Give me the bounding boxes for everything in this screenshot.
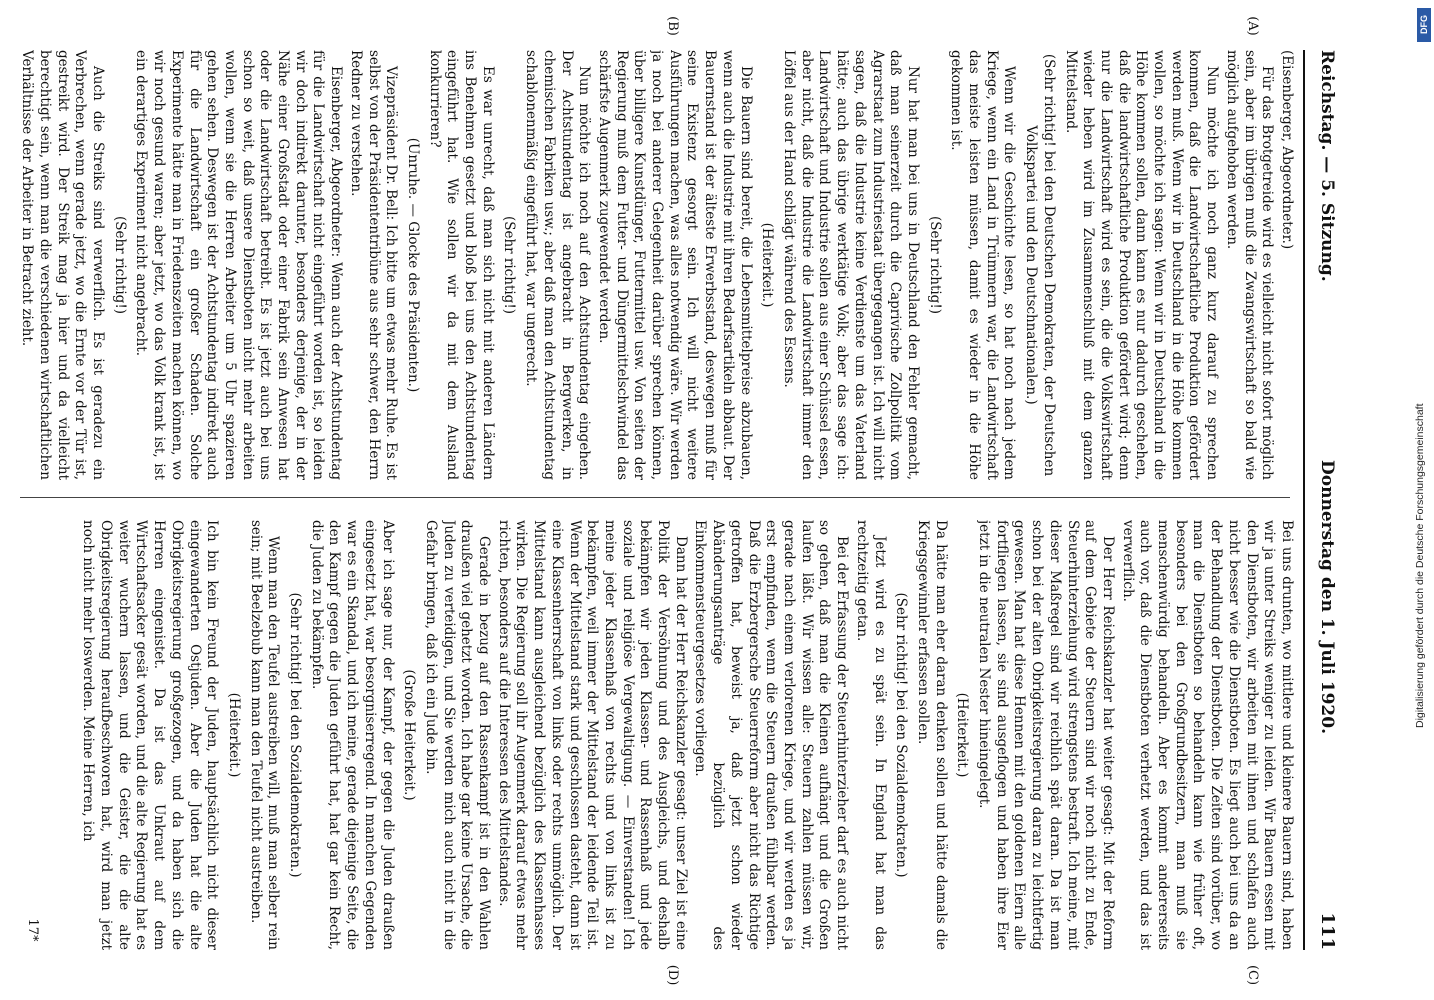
text-column-left	[15, 50, 1295, 480]
paragraph: Eisenberger, Abgeordneter: Wenn auch der Achtstundentag für die Landwirtschaft nicht eingeführt worden ist, so leiden wir doch indirekt darunter, besonders derjenige, der in der Nähe einer Großstadt oder einer Fabrik sein Anwesen hat oder die Landwirtschaft betreibt. Es ist jetzt auch bei uns schon so weit, daß unsere Dienstboten nicht mehr arbeiten wollen, wenn sie die Herren Arbeiter um 5 Uhr spazieren gehen sehen. Deswegen ist der Achtstundentag indirekt auch für die Landwirtschaft ein großer Schaden. Solche Experimente hätte man in Friedenszeiten machen können, wo wir noch gesund waren; aber jetzt, wo das Volk krank ist, ist ein derartiges Experiment nicht angebracht.	[133, 50, 345, 480]
paragraph: Wenn wir die Geschichte lesen, so hat noch nach jedem Kriege, wenn ein Land in Trümmern war, die Landwirtschaft das meiste leisten müssen, damit es wieder in die Höhe gekommen ist.	[948, 50, 1018, 480]
paragraph: Wenn man den Teufel austreiben will, muß man selber rein sein; mit Beelzebub kann man den Teufel nicht austreiben.	[247, 520, 282, 950]
header-center: Donnerstag den 1. Juli 1920.	[1317, 460, 1338, 734]
page-number: 111	[1317, 912, 1338, 950]
paragraph: (Eisenberger, Abgeordneter.)	[1279, 50, 1295, 250]
margin-letter-b: (B)	[665, 16, 680, 36]
paragraph: (Sehr richtig!)	[111, 215, 128, 315]
paragraph: Auch die Streiks sind verwerflich. Es ist geradezu ein Verbrechen, wenn gerade jetzt, wo die Ernte vor der Tür ist, gestreikt wird. Der Streik mag ja hier und da vielleicht berechtigt sein, wenn man die verschiedenen wirtschaftlichen Verhältnisse der Arbeiter in Betracht zieht.	[19, 50, 106, 480]
paragraph: Der Herr Reichskanzler hat weiter gesagt: Mit der Reform auf dem Gebiete der Steuern sind wir noch nicht zu Ende, Steuerhinterziehung wird strengstens bestraft. Ich meine, mit dieser Maßregel sind wir reichlich spät daran. Da ist man schon bei der alten Obrigkeitsregierung daran zu leichtfertig gewesen. Man hat diese Hennen mit den goldenen Eiern alle fortfliegen lassen, sie sind ausgeflogen und haben ihre Eier jetzt in die neutralen Nester hineingelegt.	[976, 520, 1116, 950]
paragraph: Aber ich sage nur, der Kampf, der gegen die Juden draußen eingesetzt hat, war besorgniserregend. In manchen Gegenden war es ein Skandal, und ich meine, gerade diejenige Seite, die den Kampf gegen die Juden geführt hat, hat gar kein Recht, die Juden zu bekämpfen.	[308, 520, 396, 950]
paragraph: Es war unrecht, daß man sich nicht mit anderen Ländern ins Benehmen gesetzt und bloß bei uns den Achtstundentag eingeführt hat. Wie sollen wir da mit dem Ausland konkurrieren?	[426, 50, 496, 480]
paragraph: (Große Heiterkeit.)	[401, 669, 418, 801]
paragraph: Nun möchte ich noch auf den Achtstundentag eingehen. Der Achtstundentag ist angebracht in Bergwerken, in chemischen Fabriken usw.; aber daß man den Achtstundentag schablonenmäßig eingeführt hat, war ungerecht.	[523, 50, 593, 480]
paragraph: (Sehr richtig!)	[501, 215, 518, 315]
paragraph: (Heiterkeit.)	[759, 222, 776, 308]
dfg-logo: DFG	[1417, 8, 1431, 42]
paragraph: Gerade in bezug auf den Rassenkampf ist in den Wahlen draußen viel gehetzt worden. Ich habe gar keine Ursache, die Juden zu verteidigen, und Sie werden mich auch nicht in die Gefahr bringen, daß ich ein Jude bin.	[422, 520, 493, 950]
paragraph: (Unruhe. — Glocke des Präsidenten.)	[404, 137, 421, 393]
margin-letter-d: (D)	[665, 964, 680, 986]
paragraph: Ich bin kein Freund der Juden, hauptsächlich nicht dieser eingewanderten Ostjuden. Aber die Juden hat die alte Obrigkeitsregierung großgezogen, und da haben sich die Herren eingenistet. Da ist das Unkraut auf dem Wirtschaftsacker gesät worden, und die alte Regierung hat es weiter wuchern lassen, und die Geister, die die alte Obrigkeitsregierung heraufbeschworen hat, wird man jetzt noch nicht mehr loswerden. Meine Herren, ich	[80, 520, 221, 950]
digitization-note: Digitalisierung gefördert durch die Deutsche Forschungsgemeinschaft	[1414, 403, 1426, 728]
paragraph: (Sehr richtig!)	[926, 215, 943, 315]
paragraph: (Heiterkeit.)	[954, 692, 971, 778]
column-divider	[20, 497, 1290, 498]
paragraph: Für das Brotgetreide wird es vielleicht nicht sofort möglich sein, aber im übrigen muß die Zwangswirtschaft so bald wie möglich aufgehoben werden.	[1223, 50, 1276, 480]
text-column-right	[15, 520, 1295, 950]
signature-mark: 17*	[25, 918, 40, 942]
paragraph: Vizepräsident Dr. Bell: Ich bitte um etwas mehr Ruhe. Es ist selbst von der Präsidententribüne aus sehr schwer, den Herrn Redner zu verstehen.	[347, 50, 400, 480]
paragraph: Bei der Erfassung der Steuerhinterzieher darf es auch nicht so gehen, daß man die Kleinen aufhängt und die Großen laufen läßt. Wir wissen alle: Steuern zahlen müssen wir, gerade nach einem verlorenen Kriege, und wir werden es ja erst empfinden, wenn die Steuern draußen fühlbar werden. Daß die Erzbergersche Steuerreform aber nicht das Richtige getroffen hat, beweist ja, daß jetzt schon wieder Abänderungsanträge bezüglich des Einkommensteuergesetzes vorliegen.	[692, 520, 851, 950]
header-left: Reichstag. — 5. Sitzung.	[1317, 50, 1338, 282]
paragraph: Die Bauern sind bereit, die Lebensmittelpreise abzubauen, wenn auch die Industrie mit ihren Bedarfsartikeln abbaut. Der Bauernstand ist der älteste Erwerbsstand, deswegen muß für seine Existenz gesorgt sein. Ich will nicht weitere Ausführungen machen, was alles notwendig wäre. Wir werden ja noch bei anderer Gelegenheit darüber sprechen können, über billigere Kunstdünger, Futtermittel usw. Von seiten der Regierung muß dem Futter- und Düngermittelschwindel das schärfste Augenmerk zugewendet werden.	[595, 50, 754, 480]
margin-letter-a: (A)	[1245, 16, 1260, 36]
paragraph: Dann hat der Herr Reichskanzler gesagt: unser Ziel ist eine Politik der Versöhnung und des Ausgleichs, und deshalb bekämpfen wir jeden Klassen- und Rassenhaß und jede soziale und religiöse Vergewaltigung. — Einverstanden! Ich meine jeder Klassenhaß von rechts und von links ist zu bekämpfen, weil immer der Mittelstand der leidende Teil ist. Wenn der Mittelstand stark und geschlossen dasteht, dann ist eine Klassenherrschaft von links oder rechts unmöglich. Der Mittelstand kann ausgleichend bezüglich des Klassenhasses wirken. Die Regierung soll ihr Augenmerk darauf etwas mehr richten, besonders auf die Interessen des Mittelstandes.	[495, 520, 689, 950]
paragraph: (Heiterkeit.)	[225, 692, 242, 778]
paragraph: (Sehr richtig! bei den Deutschen Demokraten, der Deutschen Volkspartei und den Deutschnationalen.)	[1023, 53, 1057, 477]
paragraph: Da hätte man eher daran denken sollen und hätte damals die Kriegsgewinnler erfassen sollen.	[914, 520, 949, 950]
paragraph: (Sehr richtig! bei den Sozialdemokraten.)	[287, 592, 304, 878]
page-header	[1303, 50, 1350, 950]
paragraph: Bei uns drunten, wo mittlere und kleinere Bauern sind, haben wir ja unter Streiks weniger zu leiden. Wir Bauern essen mit den Dienstboten, wir arbeiten mit ihnen und schlafen auch nicht besser wie die Dienstboten. Es liegt auch bei uns da an der Behandlung der Dienstboten. Die Zeiten sind vorüber, wo man die Dienstboten so behandeln kann wie früher oft, besonders bei den Großgrundbesitzern, man muß sie menschenwürdig behandeln. Aber es kommt andererseits auch vor, daß die Dienstboten verhetzt werden, und das ist verwerflich.	[1119, 520, 1295, 950]
paragraph: Jetzt wird es zu spät sein. In England hat man das rechtzeitig getan.	[853, 520, 888, 950]
paragraph: Nun möchte ich noch ganz kurz darauf zu sprechen kommen, daß die Landwirtschaftliche Produktion gefördert werden muß. Wenn wir in Deutschland in die Höhe kommen wollen, so möchte ich sagen: Wenn wir in Deutschland in die Höhe kommen sollen, dann kann es nur dadurch geschehen, daß die landwirtschaftliche Produktion gefördert wird; denn nur die Landwirtschaft wird es sein, die die Volkswirtschaft wieder heben wird im Zusammenschluß mit dem ganzen Mittelstand.	[1062, 50, 1221, 480]
paragraph: Nur hat man bei uns in Deutschland den Fehler gemacht, daß man seinerzeit durch die Caprivische Zollpolitik vom Agrarstaat zum Industriestaat übergegangen ist. Ich will nicht sagen, daß die Industrie keine Verdienste um das Vaterland hätte; auch das übrige werktätige Volk; aber das sage ich: Landwirtschaft und Industrie sollen aus einer Schüssel essen, aber nicht, daß die Industrie die Landwirtschaft immer den Löffel aus der Hand schlägt während des Essens.	[781, 50, 921, 480]
margin-letter-c: (C)	[1245, 964, 1260, 986]
paragraph: (Sehr richtig! bei den Sozialdemokraten.)	[893, 592, 910, 878]
